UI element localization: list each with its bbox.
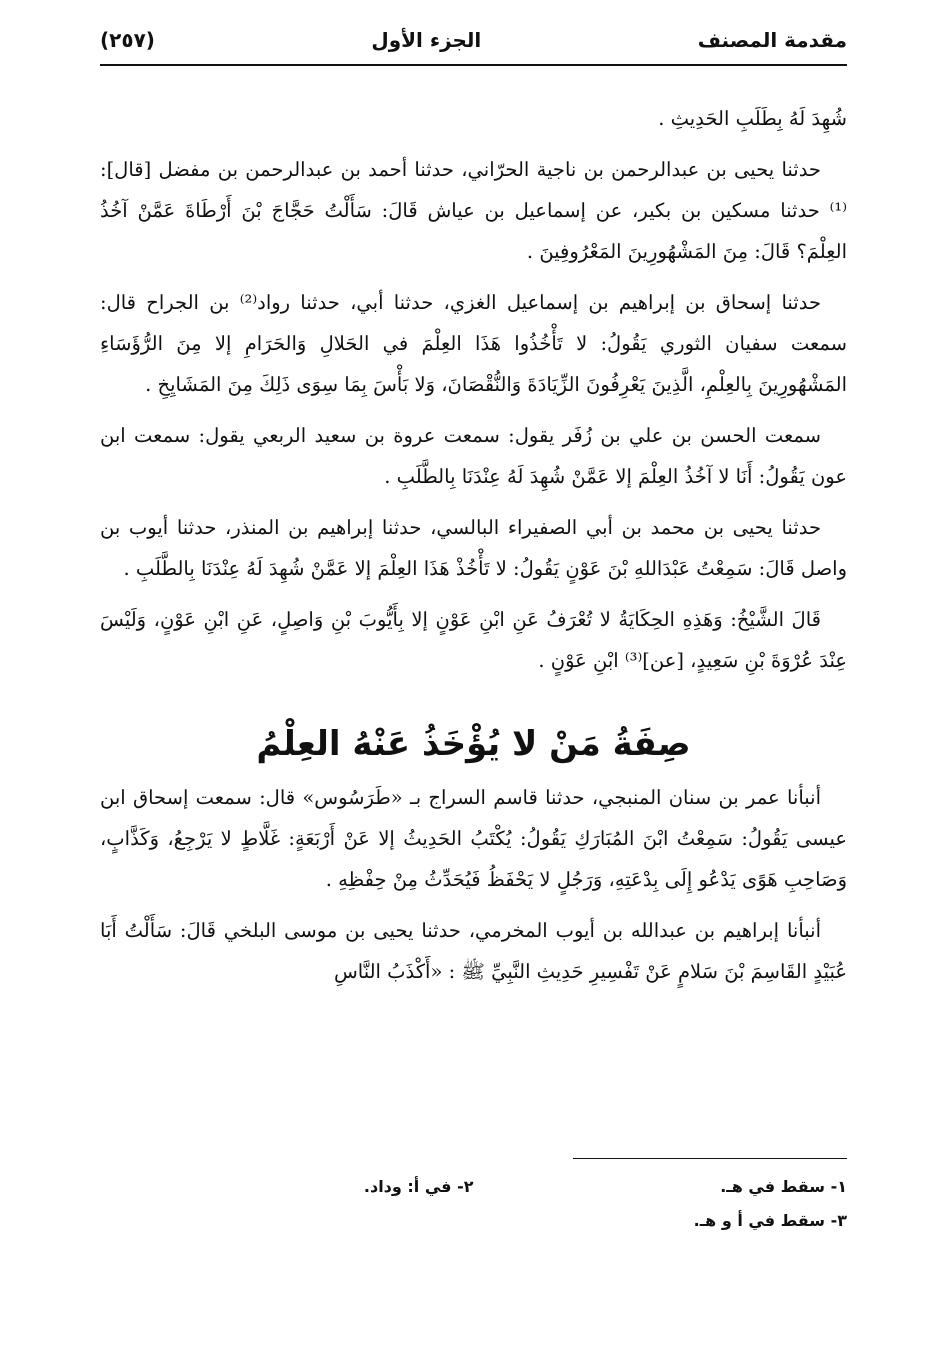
header-rule [100,64,847,66]
footnote-2: ٢- في أ: وداد. [363,1177,474,1196]
footnote-1: ١- سقط في هـ. [720,1177,847,1196]
section-heading: صِفَةُ مَنْ لا يُؤْخَذُ عَنْهُ العِلْمُ [256,724,691,764]
main-text [100,98,847,992]
paragraph: سمعت الحسن بن علي بن زُفَر يقول: سمعت عروة بن سعيد الربعي يقول: سمعت ابن عون يَقُولُ: أَنَا لا آخُذُ العِلْمَ إلا عَمَّنْ شُهِدَ لَهُ عِنْدَنَا بِالطَّلَبِ . [100,424,847,488]
footnote-row [100,1170,847,1204]
paragraph: قَالَ الشَّيْخُ: وَهَذِهِ الحِكَايَةُ لا تُعْرَفُ عَنِ ابْنِ عَوْنٍ إلا بِأَيُّوبَ بْنِ وَاصِلٍ، عَنِ ابْنِ عَوْنٍ، وَلَيْسَ عِنْدَ عُرْوَةَ بْنِ سَعِيدٍ، [عن]⁽³⁾ ابْنِ عَوْنٍ . [100,608,847,672]
paragraph: حدثنا يحيى بن عبدالرحمن بن ناجية الحرّاني، حدثنا أحمد بن عبدالرحمن بن مفضل [قال]:⁽¹⁾ حدثنا مسكين بن بكير، عن إسماعيل بن عياش قَالَ: سَأَلْتُ حَجَّاجَ بْنَ أَرْطَاةَ عَمَّنْ آخُذُ العِلْمَ؟ قَالَ: مِنَ المَشْهُورِينَ المَعْرُوفِينَ . [100,158,847,263]
footnotes [100,1170,847,1238]
paragraph: شُهِدَ لَهُ بِطَلَبِ الحَدِيثِ . [658,107,847,130]
section-title: مقدمة المصنف [697,28,847,52]
page-number: (٢٥٧) [100,28,155,52]
page-header [100,20,847,60]
footnote-rule [573,1158,847,1159]
paragraph: حدثنا إسحاق بن إبراهيم بن إسماعيل الغزي، حدثنا أبي، حدثنا رواد⁽²⁾ بن الجراح قال: سمعت سفيان الثوري يَقُولُ: لا تَأْخُذُوا هَذَا العِلْمَ في الحَلالِ وَالحَرَامِ إلا مِنَ الرُّؤَسَاءِ المَشْهُورِينَ بِالعِلْمِ، الَّذِينَ يَعْرِفُونَ الزِّيَادَةَ وَالنُّقْصَانَ، وَلا بَأْسَ بِمَا سِوَى ذَلِكَ مِنَ المَشَايِخِ . [100,291,847,396]
paragraph: حدثنا يحيى بن محمد بن أبي الصفيراء البالسي، حدثنا إبراهيم بن المنذر، حدثنا أيوب بن واصل قَالَ: سَمِعْتُ عَبْدَاللهِ بْنَ عَوْنٍ يَقُولُ: لا تَأْخُذْ هَذَا العِلْمَ إلا عَمَّنْ شُهِدَ لَهُ عِنْدَنَا بِالطَّلَبِ . [100,516,847,580]
footnote-row [100,1204,847,1238]
footnote-3: ٣- سقط في أ و هـ. [693,1211,847,1230]
paragraph: أنبأنا إبراهيم بن عبدالله بن أيوب المخرمي، حدثنا يحيى بن موسى البلخي قَالَ: سَأَلْتُ أَبَا عُبَيْدٍ القَاسِمَ بْنَ سَلامٍ عَنْ تَفْسِيرِ حَدِيثِ النَّبِيِّ ﷺ : «أَكْذَبُ النَّاسِ [100,919,847,983]
paragraph: أنبأنا عمر بن سنان المنبجي، حدثنا قاسم السراج بـ «طَرَسُوس» قال: سمعت إسحاق ابن عيسى يَقُولُ: سَمِعْتُ ابْنَ المُبَارَكِ يَقُولُ: يُكْتَبُ الحَدِيثُ إلا عَنْ أَرْبَعَةٍ: غَلَّاطٍ لا يَرْجِعُ، وَكَذَّابٍ، وَصَاحِبِ هَوًى يَدْعُو إِلَى بِدْعَتِهِ، وَرَجُلٍ لا يَحْفَظُ فَيُحَدِّثُ مِنْ حِفْظِهِ . [100,786,847,891]
volume-label: الجزء الأول [371,28,482,52]
